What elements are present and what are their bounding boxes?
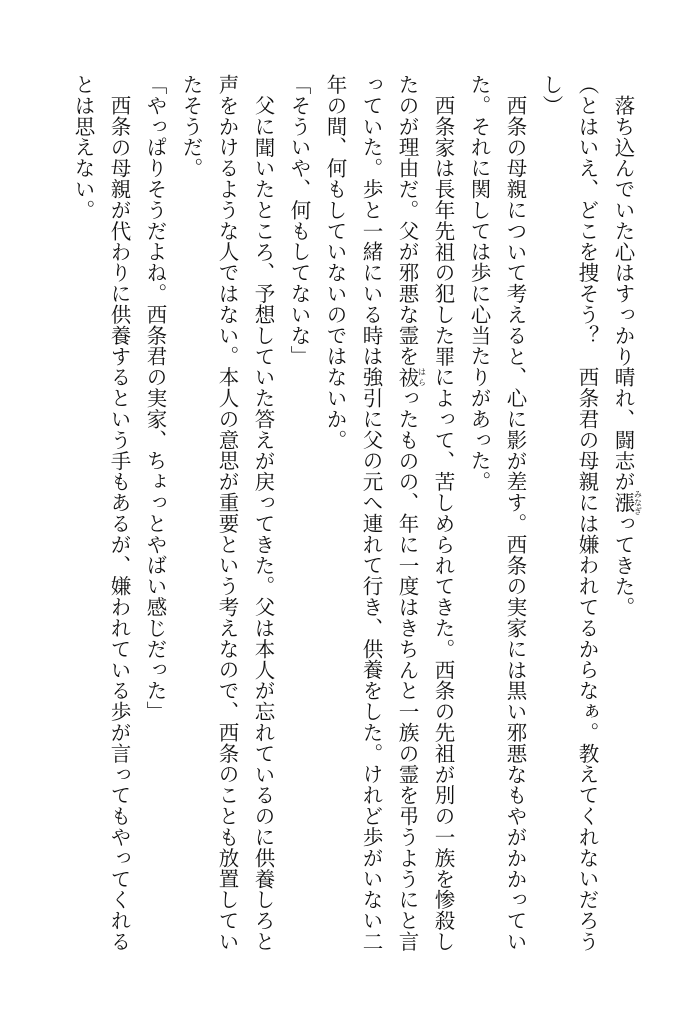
paragraph-3: 西条の母親について考えると、心に影が差す。西条の実家には黒い邪悪なもやがかかっていた。それに関しては歩に心当たりがあった。 bbox=[467, 74, 527, 952]
ruby-hara-reading: はら bbox=[417, 366, 427, 388]
paragraph-1 bbox=[605, 74, 642, 954]
paragraph-6: 父に聞いたところ、予想していた答えが戻ってきた。父は本人が忘れているのに供養しろと声をかけるような人ではない。本人の意思が重要という考えなので、西条のことも放置していたそうだ。 bbox=[179, 74, 275, 952]
paragraph-4-text-a: 西条家は長年先祖の犯した罪によって、苦しめられてきた。西条の先祖が別の一族を惨殺したのが理由だ。父が邪悪な霊を bbox=[395, 74, 455, 952]
ruby-minagi bbox=[611, 489, 643, 515]
ruby-minagi-base: 漲 bbox=[611, 489, 635, 515]
paragraph-5: 「そういや、何もしてないな」 bbox=[287, 74, 311, 367]
paragraph-4 bbox=[317, 74, 461, 954]
ruby-minagi-reading: みなぎ bbox=[633, 489, 643, 515]
paragraph-4-text-b: ったものの、年に一度はきちんと一族の霊を弔うようにと言っていた。歩と一緒にいる時は強引に父の元へ連れて行き、供養をした。けれど歩がいない二年の間、何もしていないのではないか。 bbox=[323, 74, 419, 952]
paragraph-2: （とはいえ、どこを捜そう？ 西条君の母親には嫌われてるからなぁ。教えてくれないだろうし） bbox=[539, 74, 599, 952]
paragraph-1-text-a: 落ち込んでいた心はすっかり晴れ、闘志が bbox=[611, 94, 635, 492]
ruby-hara-base: 祓 bbox=[395, 366, 419, 388]
ruby-hara bbox=[395, 366, 427, 388]
vertical-text-block bbox=[65, 74, 642, 954]
paragraph-8: 西条の母親が代わりに供養するという手もあるが、嫌われている歩が言ってもやってくれるとは思えない。 bbox=[71, 74, 131, 952]
paragraph-1-text-b: ってきた。 bbox=[611, 512, 635, 618]
paragraph-7: 「やっぱりそうだよね。西条君の実家、ちょっとやばい感じだった」 bbox=[143, 74, 167, 722]
